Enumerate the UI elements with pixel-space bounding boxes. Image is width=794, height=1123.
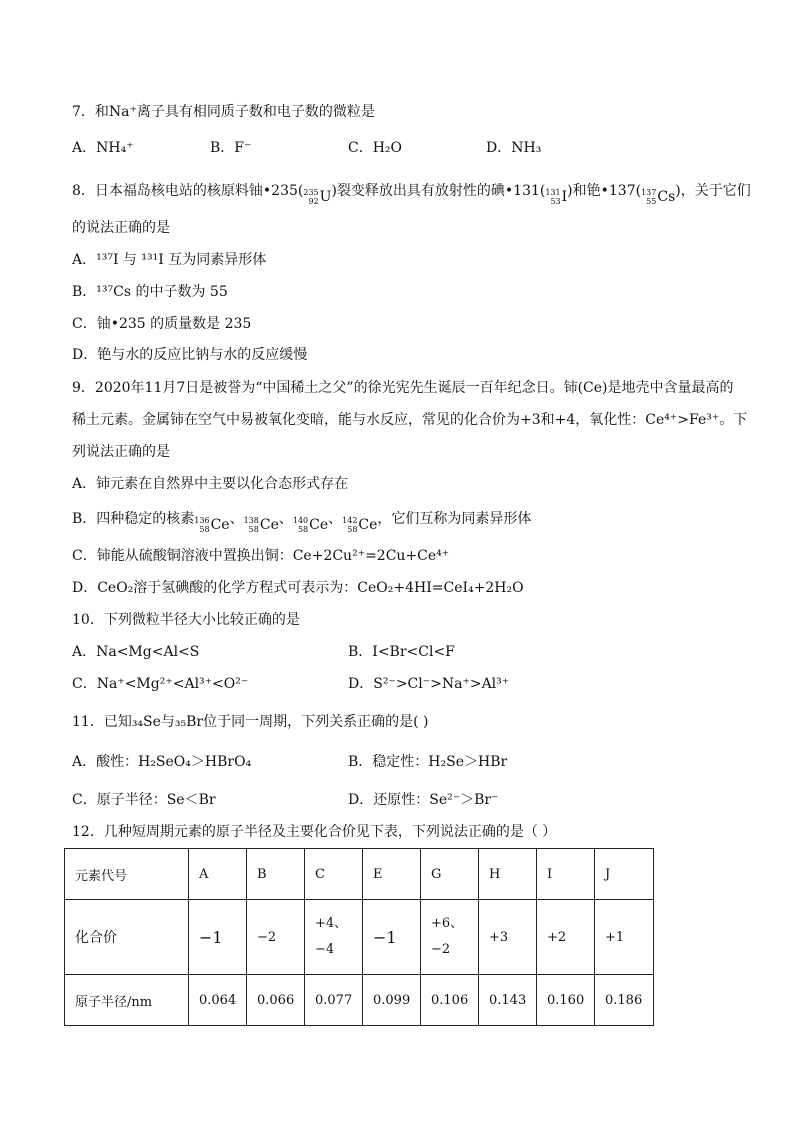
q8-option-c[interactable]: C．铀•235 的质量数是 235 xyxy=(72,316,252,332)
valence-value: −4 xyxy=(315,942,335,957)
q7-option-d[interactable]: D．NH₃ xyxy=(486,140,542,156)
q8-option-b[interactable]: B．¹³⁷Cs 的中子数为 55 xyxy=(72,284,228,300)
nuclide-ce138: 138 58 Ce xyxy=(243,516,279,534)
header-cell: B xyxy=(247,849,305,900)
q9-stem-line3: 列说法正确的是 xyxy=(72,444,170,460)
q10-stem: 10．下列微粒半径大小比较正确的是 xyxy=(72,612,300,628)
valence-value: +4、 xyxy=(315,916,348,931)
header-cell: H xyxy=(479,849,537,900)
q9-option-a[interactable]: A．铈元素在自然界中主要以化合态形式存在 xyxy=(72,476,349,492)
radius-cell: 0.064 xyxy=(189,975,247,1026)
radius-cell: 0.160 xyxy=(537,975,595,1026)
q10-option-d[interactable]: D．S²⁻>Cl⁻>Na⁺>Al³⁺ xyxy=(348,676,510,692)
q7-stem: 7．和Na⁺离子具有相同质子数和电子数的微粒是 xyxy=(72,104,375,120)
row-label: 化合价 xyxy=(65,900,189,975)
radius-cell: 0.186 xyxy=(595,975,654,1026)
nuclide-ce142: 142 58 Ce xyxy=(342,516,378,534)
table-header-row xyxy=(65,849,654,900)
valence-value: −2 xyxy=(431,942,451,957)
radius-cell: 0.143 xyxy=(479,975,537,1026)
q7-option-c[interactable]: C．H₂O xyxy=(348,140,403,156)
q9-option-c[interactable]: C．铈能从硫酸铜溶液中置换出铜：Ce+2Cu²⁺=2Cu+Ce⁴⁺ xyxy=(72,548,450,564)
header-cell: A xyxy=(189,849,247,900)
q11-stem: 11．已知₃₄Se与₃₅Br位于同一周期，下列关系正确的是( ) xyxy=(72,714,429,730)
table-row-valence xyxy=(65,900,654,975)
header-cell: C xyxy=(305,849,363,900)
q11-option-c[interactable]: C．原子半径：Se＜Br xyxy=(72,792,216,808)
q11-option-b[interactable]: B．稳定性：H₂Se＞HBr xyxy=(348,754,508,770)
q7-option-a[interactable]: A．NH₄⁺ xyxy=(72,140,134,156)
q8-stem: 8．日本福岛核电站的核原料铀•235( 235 92 U )裂变释放出具有放射性的碘•131( 131 53 I )和铯•137( 137 55 Cs )，关于它们 xyxy=(72,183,751,206)
row-label: 原子半径/nm xyxy=(65,975,189,1026)
radius-cell: 0.077 xyxy=(305,975,363,1026)
valence-cell: +1 xyxy=(595,900,654,975)
q9-option-d[interactable]: D．CeO₂溶于氢碘酸的化学方程式可表示为：CeO₂+4HI=CeI₄+2H₂O xyxy=(72,580,524,596)
q8-option-a[interactable]: A．¹³⁷I 与 ¹³¹I 互为同素异形体 xyxy=(72,252,267,268)
valence-cell: +2 xyxy=(537,900,595,975)
valence-cell xyxy=(305,900,363,975)
q10-option-c[interactable]: C．Na⁺<Mg²⁺<Al³⁺<O²⁻ xyxy=(72,676,249,692)
element-table xyxy=(64,848,654,1026)
q10-option-b[interactable]: B．I<Br<Cl<F xyxy=(348,644,455,660)
radius-cell: 0.099 xyxy=(363,975,421,1026)
valence-value: +6、 xyxy=(431,916,464,931)
valence-cell: −2 xyxy=(247,900,305,975)
header-cell: I xyxy=(537,849,595,900)
q11-option-a[interactable]: A．酸性：H₂SeO₄＞HBrO₄ xyxy=(72,754,252,770)
valence-cell xyxy=(421,900,479,975)
nuclide-cs137: 137 55 Cs xyxy=(641,188,676,206)
header-cell: E xyxy=(363,849,421,900)
q9-option-b[interactable]: B．四种稳定的核素 136 58 Ce 、 138 58 Ce 、 140 58 Ce 、 142 58 Ce ，它们互称为同素异形体 xyxy=(72,511,532,534)
q10-option-a[interactable]: A．Na<Mg<Al<S xyxy=(72,644,200,660)
radius-cell: 0.066 xyxy=(247,975,305,1026)
q9-stem-line1: 9．2020年11月7日是被誉为“中国稀土之父”的徐光宪先生诞辰一百年纪念日。铈(Ce)是地壳中含量最高的 xyxy=(72,380,734,396)
q8-stem-cont: 的说法正确的是 xyxy=(72,220,170,236)
q11-option-d[interactable]: D．还原性：Se²⁻＞Br⁻ xyxy=(348,792,499,808)
header-cell: G xyxy=(421,849,479,900)
nuclide-ce140: 140 58 Ce xyxy=(292,516,329,534)
q12-stem: 12．几种短周期元素的原子半径及主要化合价见下表，下列说法正确的是（ ） xyxy=(72,824,557,840)
table-row-radius xyxy=(65,975,654,1026)
valence-cell: +3 xyxy=(479,900,537,975)
nuclide-i131: 131 53 I xyxy=(545,188,568,206)
q9-stem-line2: 稀土元素。金属铈在空气中易被氧化变暗，能与水反应，常见的化合价为+3和+4，氧化性：Ce⁴⁺>Fe³⁺。下 xyxy=(72,412,748,428)
valence-cell: −1 xyxy=(363,900,421,975)
header-cell: 元素代号 xyxy=(65,849,189,900)
radius-cell: 0.106 xyxy=(421,975,479,1026)
header-cell: J xyxy=(595,849,654,900)
nuclide-u235: 235 92 U xyxy=(303,188,332,206)
q8-option-d[interactable]: D．铯与水的反应比钠与水的反应缓慢 xyxy=(72,347,308,363)
valence-cell: −1 xyxy=(189,900,247,975)
nuclide-ce136: 136 58 Ce xyxy=(194,516,230,534)
q7-option-b[interactable]: B．F⁻ xyxy=(210,140,252,156)
